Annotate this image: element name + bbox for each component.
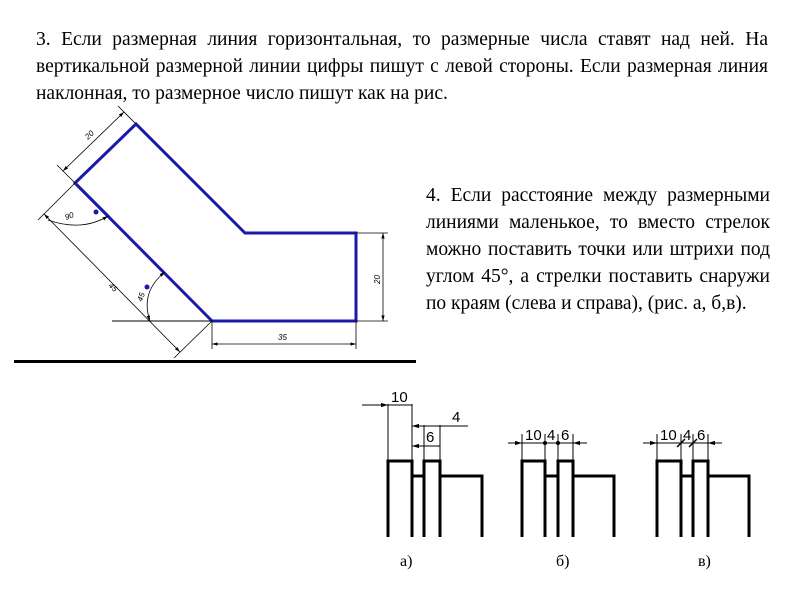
fig-v-dim-10: 10	[660, 427, 677, 444]
dim-slant-value: 45	[106, 281, 120, 294]
fig-v-dim-4: 4	[683, 427, 692, 444]
figure-b	[508, 427, 614, 570]
fig-a-dim-6: 6	[426, 429, 435, 446]
fig-a-dim-4: 4	[452, 409, 461, 426]
angle-45-value: 45	[135, 291, 147, 303]
fig-a-label: а)	[400, 553, 413, 570]
figure-a	[362, 389, 482, 570]
fig-b-dim-4: 4	[547, 427, 556, 444]
fig-b-label: б)	[556, 553, 570, 570]
fig-v-dim-6: 6	[697, 427, 706, 444]
fig-b-dim-10: 10	[525, 427, 542, 444]
fig-a-dim-10: 10	[391, 389, 408, 406]
bent-part-drawing	[38, 106, 388, 358]
dim-top-value: 20	[83, 128, 96, 142]
fig-b-dim-6: 6	[561, 427, 570, 444]
fig-v-label: в)	[698, 553, 711, 570]
angle-90-value: 90	[63, 210, 76, 222]
paragraph-rule-4: 4. Если расстояние между размерными линиями маленькое, то вместо стрелок можно поставить точки или штрихи под углом 45°, а стрелки поставить снаружи по краям (слева и справа), (рис. а, б,в).	[426, 185, 770, 314]
dimension-dot	[94, 210, 99, 215]
figure-v	[643, 427, 749, 570]
dimension-dot	[145, 285, 150, 290]
dim-vertical-value: 20	[373, 275, 382, 284]
paragraph-rule-3: 3. Если размерная линия горизонтальная, то размерные числа ставят над ней. На вертикальной размерной линии цифры пишут с левой стороны. Если размерная линия наклонная, то размерное число пишут как на рис.	[36, 29, 768, 104]
dim-bottom-value: 35	[278, 333, 287, 342]
part-outline	[75, 124, 356, 321]
